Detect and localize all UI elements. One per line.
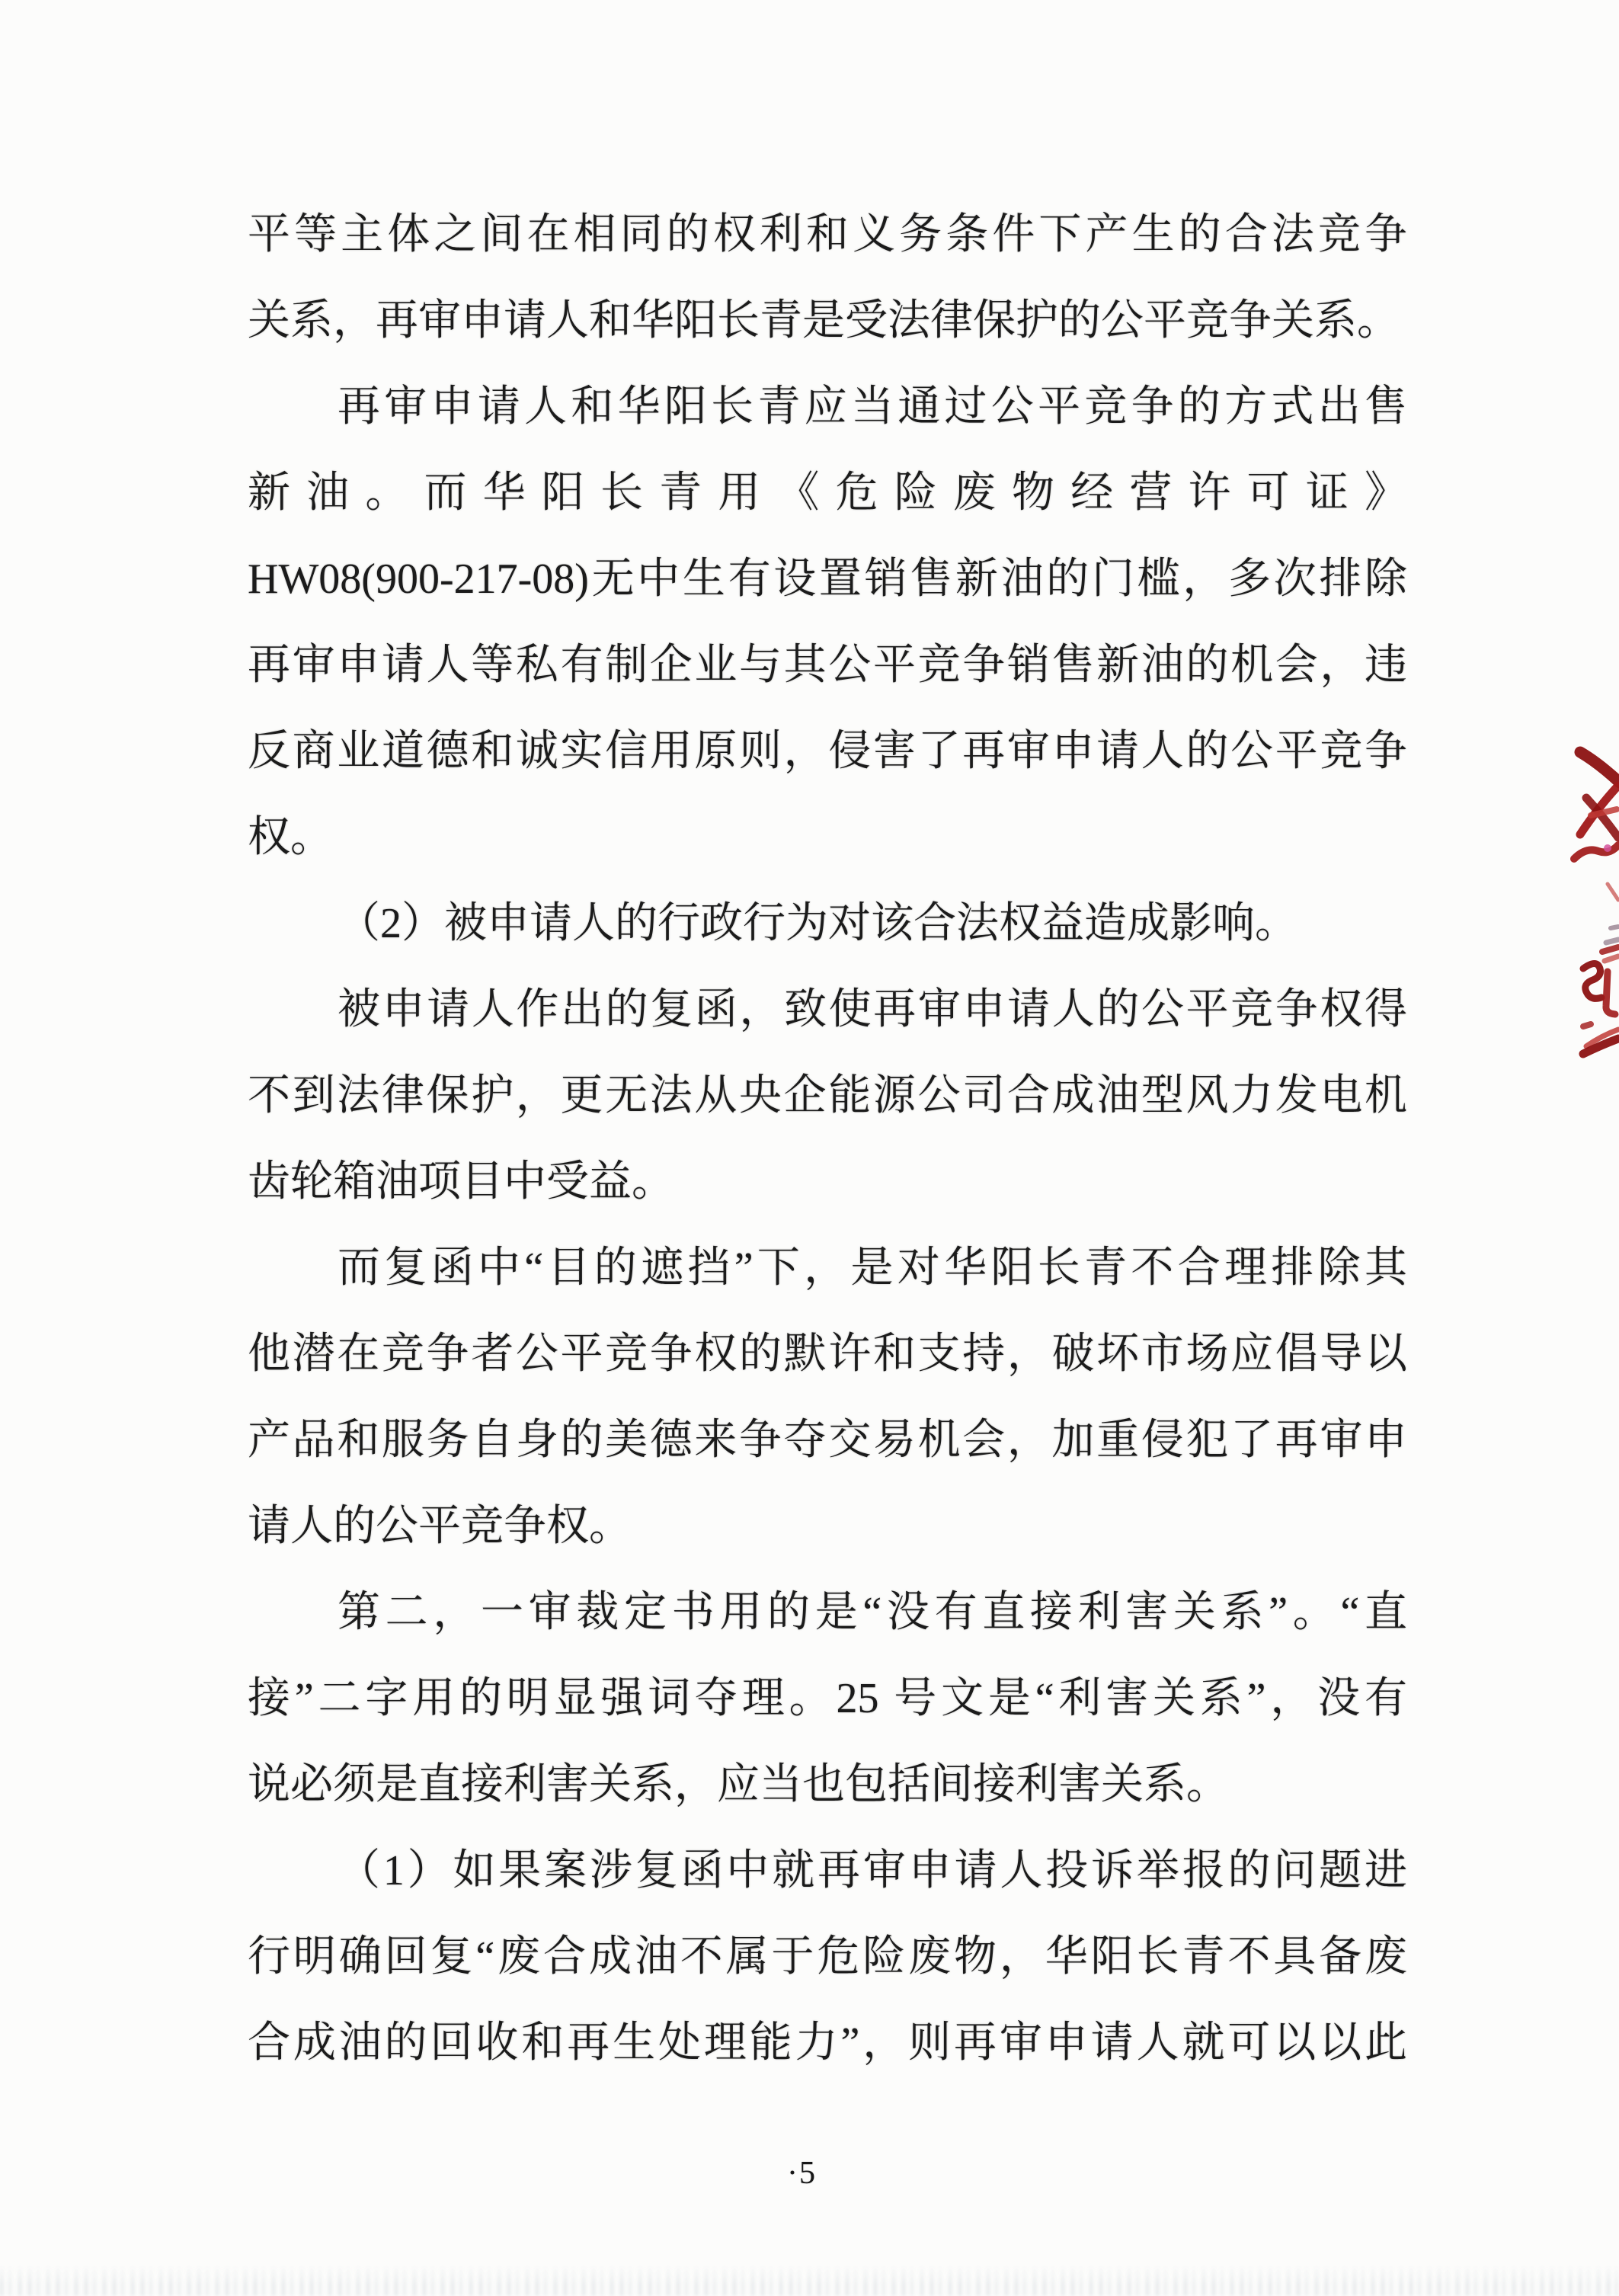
text-line-2: 关系，再审申请人和华阳长青是受法律保护的公平竞争关系。 xyxy=(248,297,1400,344)
text-line-13: 而复函中“目的遮挡”下，是对华阳长青不合理排除其 xyxy=(338,1244,1407,1292)
text-line-6: 再审申请人等私有制企业与其公平竞争销售新油的机会，违 xyxy=(248,642,1407,689)
text-line-7: 反商业道德和诚实信用原则，侵害了再审申请人的公平竞争 xyxy=(248,728,1407,775)
seal-stroke xyxy=(1580,752,1619,783)
text-line-1: 平等主体之间在相同的权利和义务条件下产生的合法竞争 xyxy=(248,211,1407,258)
text-line-14: 他潜在竞争者公平竞争权的默许和支持，破坏市场应倡导以 xyxy=(248,1331,1407,1378)
text-line-18: 接”二字用的明显强词夺理。25 号文是“利害关系”，没有 xyxy=(248,1675,1407,1722)
page-number: ·5 xyxy=(787,2156,817,2191)
text-line-20: （1）如果案涉复函中就再审申请人投诉举报的问题进 xyxy=(338,1847,1407,1894)
text-line-21: 行明确回复“废合成油不属于危险废物，华阳长青不具备废 xyxy=(248,1933,1407,1981)
text-line-19: 说必须是直接利害关系，应当也包括间接利害关系。 xyxy=(248,1761,1229,1808)
text-line-4: 新油。而华阳长青用《危险废物经营许可证》 xyxy=(248,469,1407,517)
red-seal-fragment xyxy=(1568,743,1619,1063)
text-line-16: 请人的公平竞争权。 xyxy=(248,1503,632,1550)
scan-edge-artifact xyxy=(0,2264,1619,2296)
text-line-5: HW08(900-217-08)无中生有设置销售新油的门槛，多次排除 xyxy=(248,556,1407,603)
text-line-11: 不到法律保护，更无法从央企能源公司合成油型风力发电机 xyxy=(248,1072,1407,1119)
text-line-10: 被申请人作出的复函，致使再审申请人的公平竞争权得 xyxy=(338,986,1407,1033)
body-text xyxy=(248,192,1407,2086)
text-line-9: （2）被申请人的行政行为对该合法权益造成影响。 xyxy=(338,900,1297,947)
text-line-15: 产品和服务自身的美德来争夺交易机会，加重侵犯了再审申 xyxy=(248,1417,1407,1464)
text-line-17: 第二，一审裁定书用的是“没有直接利害关系”。“直 xyxy=(338,1589,1407,1636)
text-line-12: 齿轮箱油项目中受益。 xyxy=(248,1158,674,1206)
text-line-8: 权。 xyxy=(248,814,333,861)
text-line-3: 再审申请人和华阳长青应当通过公平竞争的方式出售 xyxy=(338,383,1407,431)
text-line-22: 合成油的回收和再生处理能力”，则再审申请人就可以以此 xyxy=(248,2019,1407,2067)
